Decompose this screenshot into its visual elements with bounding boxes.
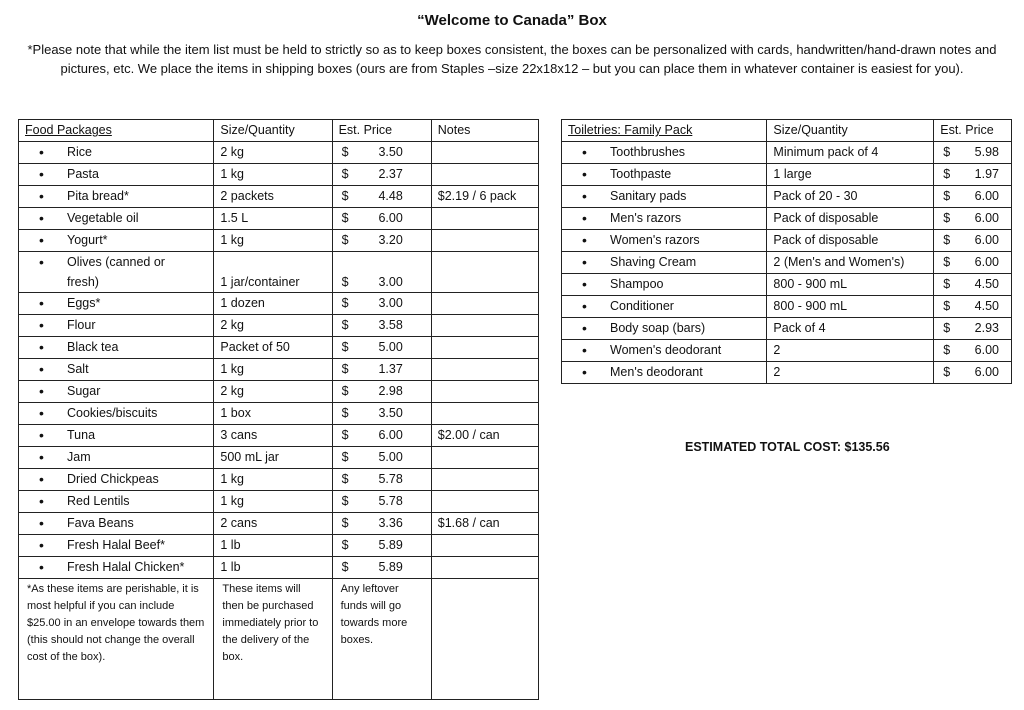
price-value: 4.48: [378, 189, 403, 203]
price-cell: [332, 230, 431, 252]
bullet-icon: •: [39, 339, 44, 355]
bullet-icon: •: [582, 342, 587, 358]
item-cell: [19, 186, 214, 208]
item-name: Tuna: [67, 428, 96, 442]
item-name: Vegetable oil: [67, 211, 139, 225]
item-name: Flour: [67, 318, 96, 332]
item-name: Jam: [67, 450, 91, 464]
currency-symbol: $: [341, 516, 349, 530]
item-cell: [19, 491, 214, 513]
table-row: [19, 469, 539, 491]
item-cell: [19, 337, 214, 359]
currency-symbol: $: [341, 318, 349, 332]
price-cell: [332, 557, 431, 579]
price-value: 3.50: [378, 406, 403, 420]
quantity-cell: 1 kg: [214, 230, 332, 252]
currency-symbol: $: [341, 275, 349, 289]
bullet-icon: •: [39, 210, 44, 226]
quantity-cell: 2: [767, 362, 934, 384]
currency-symbol: $: [341, 472, 349, 486]
price-cell: [332, 186, 431, 208]
estimated-total-cost: ESTIMATED TOTAL COST: $135.56: [685, 440, 890, 454]
quantity-cell: Pack of 4: [767, 318, 934, 340]
item-name: Olives (canned or fresh): [67, 255, 165, 289]
table-row: [562, 318, 1012, 340]
notes-cell: [431, 252, 538, 293]
currency-symbol: $: [943, 145, 951, 159]
currency-symbol: $: [341, 406, 349, 420]
item-cell: [19, 513, 214, 535]
table-row: [19, 208, 539, 230]
price-cell: [332, 252, 431, 293]
item-cell: [562, 164, 767, 186]
currency-symbol: $: [341, 538, 349, 552]
bullet-icon: •: [39, 405, 44, 421]
table-row: [562, 230, 1012, 252]
toiletries-table-body: [562, 142, 1012, 384]
perishable-footnote: *As these items are perishable, it is most helpful if you can include $25.00 in an envelope towards them (this should not change the overall cost of the box).: [19, 579, 214, 700]
currency-symbol: $: [341, 340, 349, 354]
item-cell: [19, 425, 214, 447]
item-cell: [562, 340, 767, 362]
price-value: 5.78: [378, 494, 403, 508]
price-value: 5.89: [378, 560, 403, 574]
quantity-cell: 1 jar/container: [214, 252, 332, 293]
item-name: Women's deodorant: [610, 343, 722, 357]
currency-symbol: $: [943, 189, 951, 203]
price-cell: [332, 535, 431, 557]
currency-symbol: $: [341, 167, 349, 181]
bullet-icon: •: [582, 166, 587, 182]
bullet-icon: •: [582, 232, 587, 248]
price-value: 5.00: [378, 340, 403, 354]
currency-symbol: $: [341, 145, 349, 159]
purchase-footnote: These items will then be purchased immediately prior to the delivery of the box.: [214, 579, 332, 700]
bullet-icon: •: [582, 364, 587, 380]
currency-symbol: $: [943, 255, 951, 269]
notes-cell: [431, 557, 538, 579]
item-name: Sanitary pads: [610, 189, 687, 203]
quantity-cell: 500 mL jar: [214, 447, 332, 469]
bullet-icon: •: [39, 188, 44, 204]
currency-symbol: $: [943, 211, 951, 225]
item-cell: [19, 403, 214, 425]
quantity-cell: Packet of 50: [214, 337, 332, 359]
toiletries-col-header-qty: Size/Quantity: [767, 120, 934, 142]
quantity-cell: Minimum pack of 4: [767, 142, 934, 164]
currency-symbol: $: [341, 296, 349, 310]
food-header-row: [19, 120, 539, 142]
food-table-body: [19, 142, 539, 579]
price-cell: [332, 513, 431, 535]
food-col-header-qty: Size/Quantity: [214, 120, 332, 142]
quantity-cell: 2: [767, 340, 934, 362]
toiletries-col-header-item: Toiletries: Family Pack: [562, 120, 767, 142]
table-row: [19, 425, 539, 447]
item-name: Conditioner: [610, 299, 674, 313]
price-cell: [332, 381, 431, 403]
bullet-icon: •: [39, 361, 44, 377]
currency-symbol: $: [943, 299, 951, 313]
bullet-icon: •: [39, 493, 44, 509]
item-cell: [562, 318, 767, 340]
price-cell: [934, 252, 1012, 274]
table-row: [19, 315, 539, 337]
table-row: [562, 208, 1012, 230]
item-name: Pita bread*: [67, 189, 129, 203]
notes-cell: $2.00 / can: [431, 425, 538, 447]
notes-cell: [431, 469, 538, 491]
table-row: [19, 557, 539, 579]
item-name: Men's deodorant: [610, 365, 703, 379]
notes-cell: [431, 403, 538, 425]
item-name: Sugar: [67, 384, 101, 398]
price-cell: [332, 337, 431, 359]
toiletries-header-row: [562, 120, 1012, 142]
item-name: Toothbrushes: [610, 145, 686, 159]
notes-cell: [431, 142, 538, 164]
item-name: Black tea: [67, 340, 119, 354]
bullet-icon: •: [582, 210, 587, 226]
bullet-icon: •: [39, 144, 44, 160]
currency-symbol: $: [341, 494, 349, 508]
currency-symbol: $: [341, 450, 349, 464]
currency-symbol: $: [341, 560, 349, 574]
item-cell: [19, 535, 214, 557]
price-cell: [934, 230, 1012, 252]
table-row: [19, 142, 539, 164]
item-name: Shampoo: [610, 277, 664, 291]
bullet-icon: •: [39, 471, 44, 487]
food-col-header-price: Est. Price: [332, 120, 431, 142]
quantity-cell: 1 kg: [214, 359, 332, 381]
bullet-icon: •: [39, 383, 44, 399]
quantity-cell: 1 box: [214, 403, 332, 425]
table-row: [562, 186, 1012, 208]
quantity-cell: 1 lb: [214, 535, 332, 557]
notes-footnote-empty: [431, 579, 538, 700]
notes-cell: [431, 293, 538, 315]
item-cell: [19, 447, 214, 469]
currency-symbol: $: [341, 189, 349, 203]
currency-symbol: $: [943, 321, 951, 335]
item-name: Men's razors: [610, 211, 682, 225]
quantity-cell: 800 - 900 mL: [767, 296, 934, 318]
table-row: [562, 296, 1012, 318]
table-row: [19, 381, 539, 403]
price-cell: [934, 186, 1012, 208]
price-value: 6.00: [974, 233, 999, 247]
price-cell: [934, 164, 1012, 186]
table-row: [562, 164, 1012, 186]
bullet-icon: •: [582, 320, 587, 336]
quantity-cell: 2 kg: [214, 381, 332, 403]
toiletries-col-header-price: Est. Price: [934, 120, 1012, 142]
item-name: Cookies/biscuits: [67, 406, 158, 420]
table-row: [19, 359, 539, 381]
price-cell: [332, 403, 431, 425]
price-value: 5.89: [378, 538, 403, 552]
currency-symbol: $: [341, 211, 349, 225]
item-name: Dried Chickpeas: [67, 472, 159, 486]
price-value: 3.20: [378, 233, 403, 247]
item-name: Fava Beans: [67, 516, 134, 530]
price-cell: [934, 296, 1012, 318]
table-row: [19, 535, 539, 557]
price-value: 1.97: [974, 167, 999, 181]
notes-cell: [431, 535, 538, 557]
item-cell: [562, 186, 767, 208]
quantity-cell: 1 kg: [214, 469, 332, 491]
quantity-cell: Pack of disposable: [767, 208, 934, 230]
price-value: 2.37: [378, 167, 403, 181]
item-name: Body soap (bars): [610, 321, 706, 335]
page-title: “Welcome to Canada” Box: [417, 12, 607, 29]
price-cell: [332, 425, 431, 447]
price-value: 6.00: [974, 211, 999, 225]
item-cell: [562, 274, 767, 296]
item-name: Fresh Halal Chicken*: [67, 560, 185, 574]
item-name: Toothpaste: [610, 167, 672, 181]
table-row: [19, 447, 539, 469]
notes-cell: $2.19 / 6 pack: [431, 186, 538, 208]
table-row: [19, 186, 539, 208]
notes-cell: [431, 359, 538, 381]
currency-symbol: $: [341, 362, 349, 376]
bullet-icon: •: [39, 559, 44, 575]
price-value: 3.00: [378, 296, 403, 310]
price-value: 3.50: [378, 145, 403, 159]
item-name: Salt: [67, 362, 89, 376]
notes-cell: [431, 491, 538, 513]
quantity-cell: 1 kg: [214, 164, 332, 186]
bullet-icon: •: [39, 317, 44, 333]
currency-symbol: $: [341, 428, 349, 442]
table-row: [562, 362, 1012, 384]
bullet-icon: •: [582, 276, 587, 292]
quantity-cell: 2 packets: [214, 186, 332, 208]
item-cell: [562, 230, 767, 252]
bullet-icon: •: [39, 166, 44, 182]
price-value: 2.98: [378, 384, 403, 398]
item-cell: [562, 142, 767, 164]
bullet-icon: •: [582, 298, 587, 314]
table-row: [19, 293, 539, 315]
quantity-cell: 2 kg: [214, 315, 332, 337]
bullet-icon: •: [39, 515, 44, 531]
notes-cell: [431, 230, 538, 252]
quantity-cell: 1 kg: [214, 491, 332, 513]
item-cell: [19, 359, 214, 381]
currency-symbol: $: [341, 233, 349, 247]
item-cell: [19, 230, 214, 252]
item-cell: [19, 293, 214, 315]
price-cell: [934, 318, 1012, 340]
price-value: 4.50: [974, 277, 999, 291]
quantity-cell: 1 large: [767, 164, 934, 186]
quantity-cell: 1.5 L: [214, 208, 332, 230]
table-row: [19, 252, 539, 293]
price-cell: [332, 142, 431, 164]
item-cell: [19, 164, 214, 186]
price-cell: [934, 340, 1012, 362]
item-cell: [562, 362, 767, 384]
bullet-icon: •: [582, 144, 587, 160]
item-cell: [562, 208, 767, 230]
price-value: 6.00: [378, 211, 403, 225]
price-cell: [332, 359, 431, 381]
price-cell: [934, 142, 1012, 164]
item-name: Eggs*: [67, 296, 101, 310]
bullet-icon: •: [39, 537, 44, 553]
item-name: Women's razors: [610, 233, 700, 247]
item-cell: [562, 252, 767, 274]
quantity-cell: 2 cans: [214, 513, 332, 535]
bullet-icon: •: [39, 449, 44, 465]
bullet-icon: •: [39, 427, 44, 443]
bullet-icon: •: [39, 254, 44, 270]
price-cell: [332, 491, 431, 513]
bullet-icon: •: [39, 232, 44, 248]
notes-cell: [431, 315, 538, 337]
quantity-cell: 2 kg: [214, 142, 332, 164]
price-cell: [332, 447, 431, 469]
item-cell: [19, 208, 214, 230]
currency-symbol: $: [943, 167, 951, 181]
item-name: Rice: [67, 145, 93, 159]
currency-symbol: $: [341, 384, 349, 398]
table-row: [19, 403, 539, 425]
quantity-cell: 2 (Men's and Women's): [767, 252, 934, 274]
table-row: [19, 513, 539, 535]
table-row: [562, 142, 1012, 164]
notes-cell: [431, 208, 538, 230]
toiletries-table: [561, 119, 1012, 384]
leftover-funds-footnote: Any leftover funds will go towards more boxes.: [332, 579, 431, 700]
food-packages-table: [18, 119, 539, 700]
item-cell: [562, 296, 767, 318]
price-value: 6.00: [974, 255, 999, 269]
table-row: [19, 491, 539, 513]
food-col-header-notes: Notes: [431, 120, 538, 142]
price-value: 3.00: [378, 275, 403, 289]
intro-note: *Please note that while the item list must be held to strictly so as to keep boxes consistent, the boxes can be personalized with cards, handwritten/hand-drawn notes and pictures, etc. We place the items in shipping boxes (ours are from Staples –size 22x18x12 – but you can place them in whatever container is easiest for you).: [27, 42, 997, 76]
currency-symbol: $: [943, 365, 951, 379]
price-cell: [332, 293, 431, 315]
item-name: Shaving Cream: [610, 255, 697, 269]
table-row: [562, 274, 1012, 296]
notes-cell: [431, 164, 538, 186]
currency-symbol: $: [943, 343, 951, 357]
food-footnote-row: [19, 579, 539, 700]
item-cell: [19, 315, 214, 337]
item-name: Red Lentils: [67, 494, 130, 508]
table-row: [562, 340, 1012, 362]
price-value: 3.36: [378, 516, 403, 530]
table-row: [19, 337, 539, 359]
price-value: 2.93: [974, 321, 999, 335]
notes-cell: [431, 381, 538, 403]
price-value: 4.50: [974, 299, 999, 313]
item-name: Yogurt*: [67, 233, 108, 247]
item-cell: [19, 381, 214, 403]
price-value: 3.58: [378, 318, 403, 332]
item-cell: [19, 252, 214, 293]
quantity-cell: 800 - 900 mL: [767, 274, 934, 296]
item-name: Fresh Halal Beef*: [67, 538, 165, 552]
price-value: 6.00: [974, 365, 999, 379]
item-cell: [19, 142, 214, 164]
price-value: 6.00: [378, 428, 403, 442]
quantity-cell: 3 cans: [214, 425, 332, 447]
table-row: [562, 252, 1012, 274]
item-name: Pasta: [67, 167, 99, 181]
quantity-cell: 1 dozen: [214, 293, 332, 315]
price-cell: [934, 362, 1012, 384]
price-cell: [332, 164, 431, 186]
price-value: 5.98: [974, 145, 999, 159]
price-cell: [934, 274, 1012, 296]
bullet-icon: •: [582, 188, 587, 204]
price-value: 5.78: [378, 472, 403, 486]
price-cell: [332, 469, 431, 491]
quantity-cell: Pack of 20 - 30: [767, 186, 934, 208]
notes-cell: $1.68 / can: [431, 513, 538, 535]
table-row: [19, 164, 539, 186]
price-cell: [934, 208, 1012, 230]
quantity-cell: Pack of disposable: [767, 230, 934, 252]
price-cell: [332, 315, 431, 337]
currency-symbol: $: [943, 277, 951, 291]
food-col-header-item: Food Packages: [19, 120, 214, 142]
price-value: 1.37: [378, 362, 403, 376]
item-cell: [19, 557, 214, 579]
bullet-icon: •: [582, 254, 587, 270]
price-value: 6.00: [974, 189, 999, 203]
table-row: [19, 230, 539, 252]
quantity-cell: 1 lb: [214, 557, 332, 579]
item-cell: [19, 469, 214, 491]
bullet-icon: •: [39, 295, 44, 311]
notes-cell: [431, 447, 538, 469]
price-cell: [332, 208, 431, 230]
currency-symbol: $: [943, 233, 951, 247]
price-value: 5.00: [378, 450, 403, 464]
notes-cell: [431, 337, 538, 359]
price-value: 6.00: [974, 343, 999, 357]
